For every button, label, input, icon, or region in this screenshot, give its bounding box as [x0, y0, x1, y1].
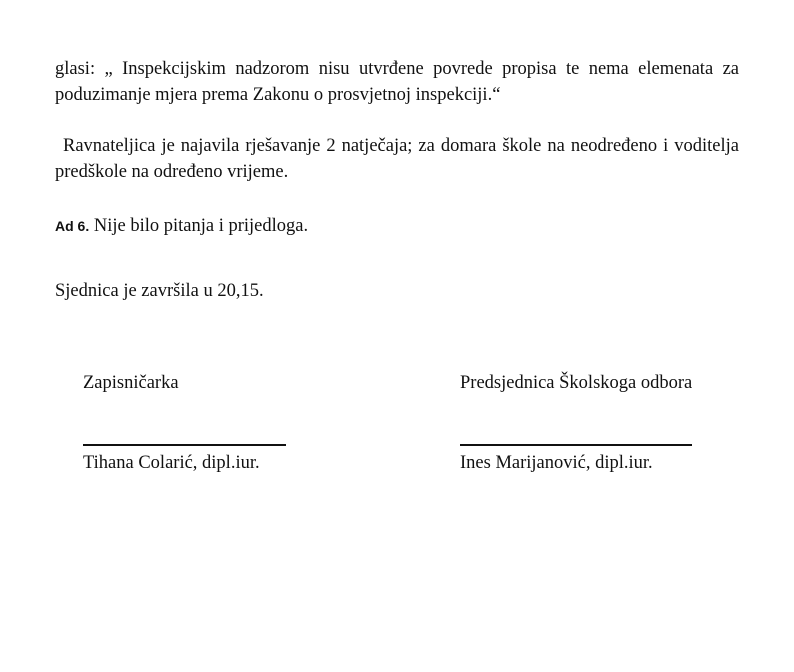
paragraph-session-end: Sjednica je završila u 20,15.	[55, 281, 264, 301]
agenda-item-text: Nije bilo pitanja i prijedloga.	[89, 216, 309, 236]
signature-block-board-president	[460, 370, 692, 476]
signature-line-recorder	[83, 444, 286, 446]
signature-role-recorder: Zapisničarka	[83, 373, 179, 393]
signature-line-board-president	[460, 444, 692, 446]
signature-block-recorder	[83, 370, 286, 476]
signature-name-board-president: Ines Marijanović, dipl.iur.	[460, 453, 653, 473]
paragraph-inspection-finding: glasi: „ Inspekcijskim nadzorom nisu utvrđene povrede propisa te nema elemenata za poduzimanje mjera prema Zakonu o prosvjetnoj inspekciji.“	[55, 59, 739, 105]
paragraph-job-vacancies: Ravnateljica je najavila rješavanje 2 natječaja; za domara škole na neodređeno i voditelja predškole na određeno vrijeme.	[55, 136, 739, 182]
agenda-item-label: Ad 6.	[55, 218, 90, 234]
signature-role-board-president: Predsjednica Školskoga odbora	[460, 373, 693, 393]
signature-name-recorder: Tihana Colarić, dipl.iur.	[83, 453, 260, 473]
paragraph-agenda-item-6	[55, 213, 739, 239]
